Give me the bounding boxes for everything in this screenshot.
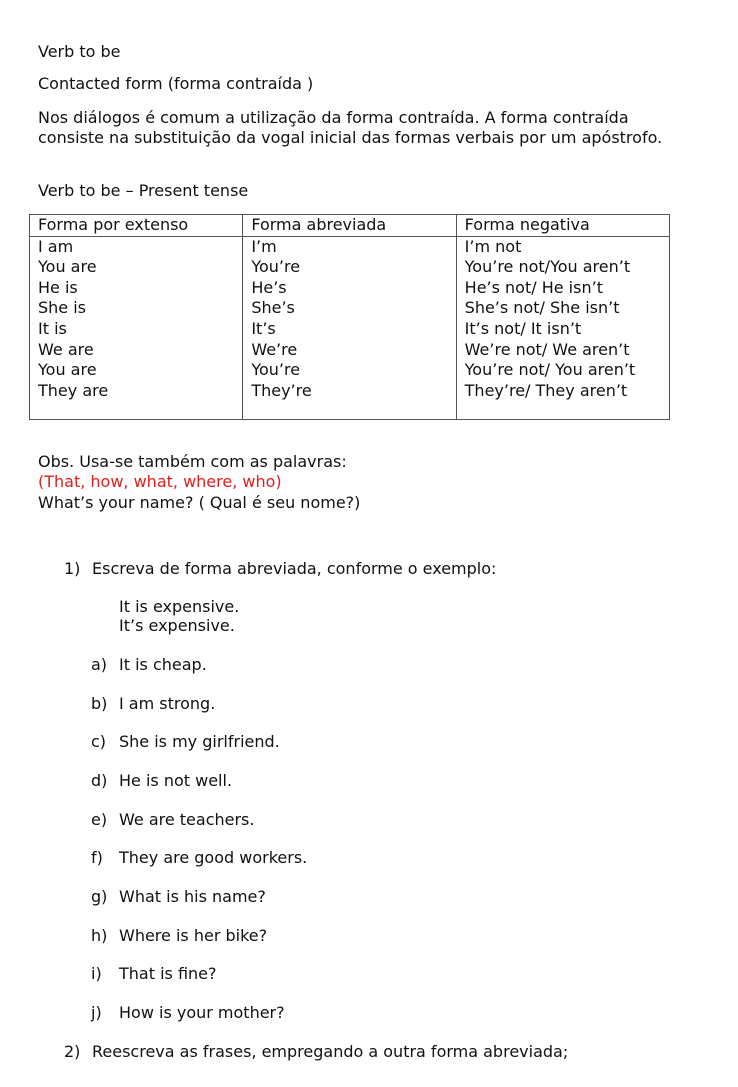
item-letter: d) [91,771,108,790]
cell-short: I’m [251,236,277,256]
cell-full: She is [38,298,87,318]
item-letter: f) [91,848,103,867]
item-text: It is cheap. [119,655,207,674]
intro-paragraph: Nos diálogos é comum a utilização da forma contraída. A forma contraída consiste na substituição da vogal inicial das formas verbais por um apóstrofo. [38,108,663,147]
item-letter: c) [91,732,107,751]
header-full-form: Forma por extenso [30,215,243,237]
document-title: Verb to be [38,42,121,61]
cell-negative: He’s not/ He isn’t [464,277,603,297]
cell-negative: You’re not/You aren’t [464,257,631,277]
cell-full: They are [38,380,109,400]
item-letter: a) [91,655,108,674]
item-letter: e) [91,810,108,829]
cell-full: You are [38,257,97,277]
exercise-2-instruction: Reescreva as frases, empregando a outra forma abreviada; [92,1042,569,1061]
example-answer: It’s expensive. [119,616,235,635]
item-text: What is his name? [119,887,266,906]
cell-negative: They’re/ They aren’t [464,380,628,400]
item-text: Where is her bike? [119,926,268,945]
cell-full: He is [38,277,78,297]
table-header-row [30,215,670,237]
table-row [30,236,670,419]
header-short-form: Forma abreviada [243,215,456,237]
cell-negative: She’s not/ She isn’t [464,298,620,318]
full-form-column [30,236,243,419]
cell-full: We are [38,339,94,359]
exercise-1-number: 1) [64,559,81,578]
obs-example: What’s your name? ( Qual é seu nome?) [38,493,361,512]
item-text: That is fine? [119,964,217,983]
item-text: How is your mother? [119,1003,285,1022]
cell-short: He’s [251,277,287,297]
obs-line: Obs. Usa-se também com as palavras: [38,452,347,471]
cell-negative: We’re not/ We aren’t [464,339,630,359]
item-letter: i) [91,964,102,983]
item-text: They are good workers. [119,848,308,867]
item-text: She is my girlfriend. [119,732,280,751]
item-text: He is not well. [119,771,233,790]
cell-negative: I’m not [464,236,522,256]
document-subtitle: Contacted form (forma contraída ) [38,74,314,93]
example-sentence: It is expensive. [119,597,240,616]
item-letter: g) [91,887,108,906]
item-letter: h) [91,926,108,945]
short-form-column [243,236,456,419]
cell-full: I am [38,236,74,256]
cell-short: You’re [251,257,301,277]
table-title: Verb to be – Present tense [38,181,249,200]
item-text: We are teachers. [119,810,255,829]
cell-full: You are [38,360,97,380]
verb-table [29,214,670,420]
exercise-2-number: 2) [64,1042,81,1061]
cell-short: She’s [251,298,295,318]
cell-full: It is [38,318,67,338]
cell-short: You’re [251,360,301,380]
obs-words-highlight: (That, how, what, where, who) [38,472,282,491]
cell-short: It’s [251,318,276,338]
cell-short: We’re [251,339,298,359]
cell-negative: You’re not/ You aren’t [464,360,636,380]
negative-form-column [456,236,669,419]
item-letter: b) [91,694,108,713]
item-letter: j) [91,1003,102,1022]
header-negative-form: Forma negativa [456,215,669,237]
item-text: I am strong. [119,694,216,713]
exercise-1-instruction: Escreva de forma abreviada, conforme o exemplo: [92,559,497,578]
cell-short: They’re [251,380,312,400]
cell-negative: It’s not/ It isn’t [464,318,582,338]
